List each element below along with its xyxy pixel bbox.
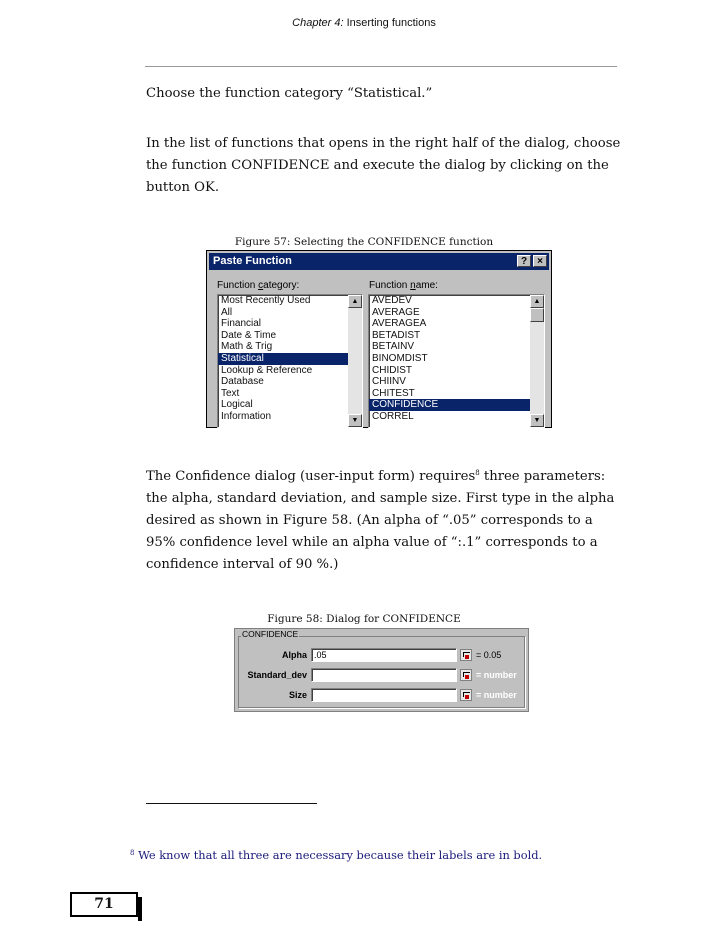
figure-58-caption: Figure 58: Dialog for CONFIDENCE xyxy=(267,613,461,625)
size-result: = number xyxy=(476,690,517,700)
confidence-dialog xyxy=(234,628,529,712)
help-button[interactable]: ? xyxy=(517,255,531,267)
category-list-item[interactable]: Most Recently Used xyxy=(221,295,311,306)
figure-57-caption: Figure 57: Selecting the CONFIDENCE function xyxy=(234,236,494,248)
footnote-ref: 8 xyxy=(475,469,480,477)
function-list-item[interactable]: CONFIDENCE xyxy=(369,399,544,411)
function-list-item[interactable]: AVEDEV xyxy=(372,295,412,306)
function-list-item[interactable]: CHIDIST xyxy=(372,364,412,376)
running-header xyxy=(0,17,728,29)
standard-dev-label: Standard_dev xyxy=(247,670,307,680)
function-list-item[interactable]: CHITEST xyxy=(372,387,415,399)
chapter-title: Inserting functions xyxy=(346,17,436,29)
collapse-dialog-icon[interactable] xyxy=(460,649,472,661)
scroll-down-icon[interactable]: ▼ xyxy=(530,414,544,427)
category-list-item[interactable]: Math & Trig xyxy=(221,341,273,353)
function-list-item[interactable]: BINOMDIST xyxy=(372,352,428,364)
alpha-label: Alpha xyxy=(281,650,307,660)
category-list-item[interactable]: Logical xyxy=(221,399,253,411)
alpha-result: = 0.05 xyxy=(476,650,502,660)
collapse-dialog-icon[interactable] xyxy=(460,669,472,681)
paragraph-3: The Confidence dialog (user-input form) requires$^8$ three parameters: the alpha, standard deviation, and sample size. First type in the alpha desired as shown in Figure 58. (An alpha of “.05” corresponds to a 95% confidence level while an alpha value of “:.1” corresponds to a confidence interval of 90 %.) xyxy=(146,469,615,572)
close-button[interactable]: × xyxy=(533,255,547,267)
header-rule xyxy=(145,66,617,67)
function-list-item[interactable]: CHIINV xyxy=(372,376,406,388)
size-label: Size xyxy=(288,690,307,700)
function-list-item[interactable]: AVERAGE xyxy=(372,306,420,318)
category-list-item[interactable]: Database xyxy=(221,376,264,388)
paragraph-1: Choose the function category “Statistical.” xyxy=(146,86,433,101)
category-scrollbar[interactable] xyxy=(348,295,362,427)
category-list-item[interactable]: Text xyxy=(221,387,240,399)
standard-dev-result: = number xyxy=(476,670,517,680)
paragraph-2: In the list of functions that opens in the right half of the dialog, choose the function CONFIDENCE and execute the dialog by clicking on the button OK. xyxy=(146,136,621,195)
category-list-item[interactable]: Date & Time xyxy=(221,329,277,341)
dialog-titlebar xyxy=(209,253,549,270)
group-title: CONFIDENCE xyxy=(242,629,299,639)
function-category-label: Function category: xyxy=(217,280,300,291)
paste-function-dialog xyxy=(206,250,552,428)
function-listbox[interactable] xyxy=(368,294,545,428)
page-number: 71 xyxy=(70,892,138,917)
function-scrollbar[interactable] xyxy=(530,295,544,427)
scroll-down-icon[interactable]: ▼ xyxy=(348,414,362,427)
chapter-label: Chapter 4: xyxy=(292,17,344,29)
footnote-mark: 8 xyxy=(130,849,135,857)
dialog-title: Paste Function xyxy=(213,255,292,267)
category-list-item[interactable]: Statistical xyxy=(218,353,362,365)
scroll-up-icon[interactable]: ▲ xyxy=(530,295,544,308)
category-listbox[interactable] xyxy=(217,294,363,428)
function-list-item[interactable]: CORREL xyxy=(372,410,414,422)
function-list-item[interactable]: BETAINV xyxy=(372,341,415,353)
size-input[interactable] xyxy=(311,688,457,702)
alpha-input[interactable]: .05 xyxy=(311,648,457,662)
function-list-item[interactable]: BETADIST xyxy=(372,329,421,341)
footnote-rule xyxy=(146,803,317,804)
function-name-label: Function name: xyxy=(369,280,438,291)
category-list-item[interactable]: Lookup & Reference xyxy=(221,364,313,376)
category-list-item[interactable]: Financial xyxy=(221,318,262,330)
collapse-dialog-icon[interactable] xyxy=(460,689,472,701)
footnote xyxy=(130,848,542,862)
footnote-text: We know that all three are necessary because their labels are in bold. xyxy=(134,848,543,862)
category-list-item[interactable]: Information xyxy=(221,410,272,422)
scroll-up-icon[interactable]: ▲ xyxy=(348,295,362,308)
category-list-item[interactable]: All xyxy=(221,306,233,318)
scroll-thumb[interactable] xyxy=(530,308,544,322)
standard-dev-input[interactable] xyxy=(311,668,457,682)
function-list-item[interactable]: AVERAGEA xyxy=(372,318,427,330)
